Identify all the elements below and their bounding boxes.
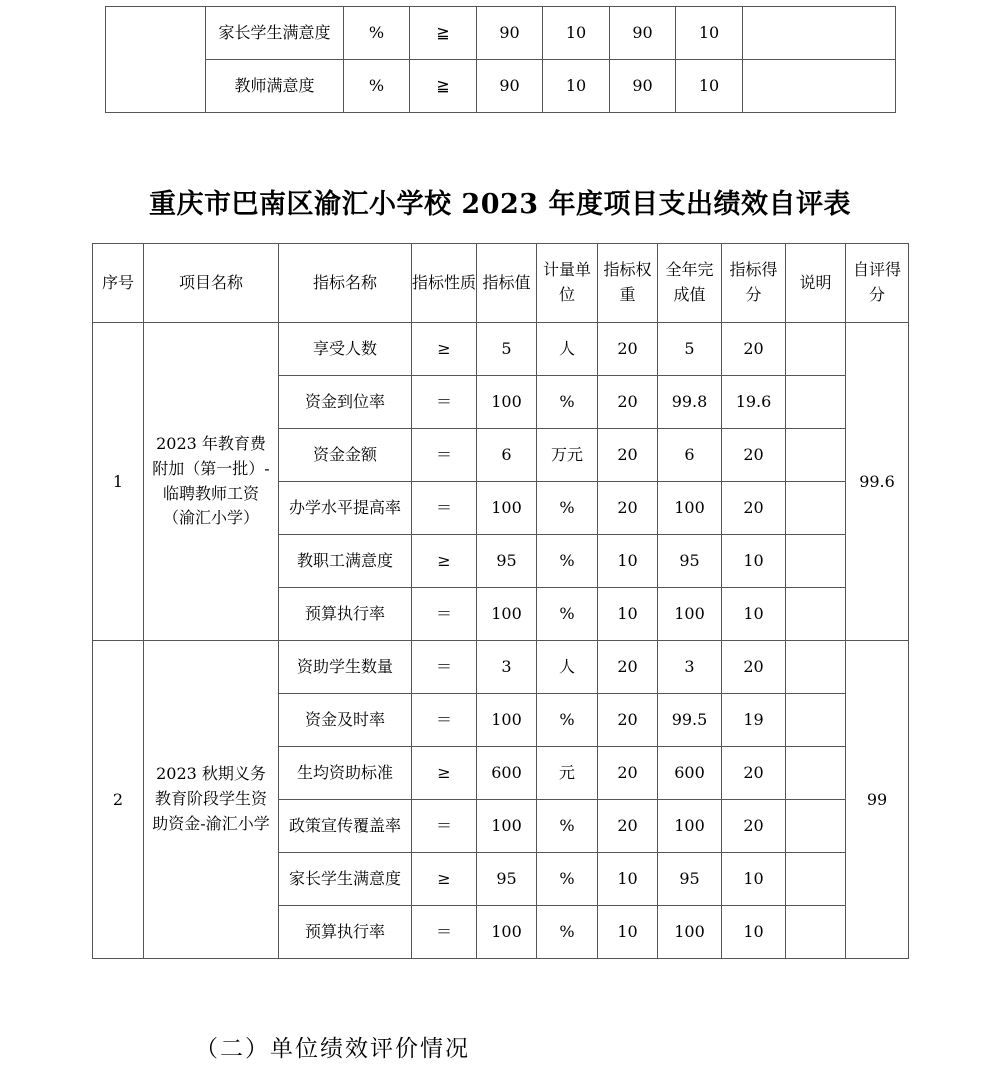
- score-cell: 10: [722, 588, 786, 641]
- score-cell: 20: [722, 747, 786, 800]
- actual-cell: 100: [658, 588, 722, 641]
- note-cell: [786, 429, 846, 482]
- weight-cell: 20: [598, 376, 658, 429]
- weight-cell: 10: [543, 7, 610, 60]
- nature-cell: ≥: [412, 747, 477, 800]
- actual-cell: 100: [658, 906, 722, 959]
- target-cell: 95: [477, 535, 537, 588]
- table-row: [106, 60, 896, 113]
- header-target: 指标值: [477, 244, 537, 323]
- actual-cell: 5: [658, 323, 722, 376]
- blank-cell: [106, 7, 206, 113]
- note-cell: [743, 60, 896, 113]
- target-cell: 100: [477, 482, 537, 535]
- indicator-name-cell: 生均资助标准: [279, 747, 412, 800]
- unit-cell: %: [537, 482, 598, 535]
- seq-cell: 1: [93, 323, 144, 641]
- weight-cell: 20: [598, 482, 658, 535]
- project-name-cell: 2023 秋期义务教育阶段学生资助资金-渝汇小学: [144, 641, 279, 959]
- score-cell: 10: [722, 906, 786, 959]
- indicator-name-cell: 预算执行率: [279, 906, 412, 959]
- weight-cell: 20: [598, 694, 658, 747]
- target-cell: 6: [477, 429, 537, 482]
- header-indicator: 指标名称: [279, 244, 412, 323]
- header-seq: 序号: [93, 244, 144, 323]
- score-cell: 20: [722, 482, 786, 535]
- actual-cell: 95: [658, 853, 722, 906]
- self-score-cell: 99.6: [846, 323, 909, 641]
- unit-cell: %: [537, 906, 598, 959]
- score-cell: 10: [722, 535, 786, 588]
- header-nature: 指标性质: [412, 244, 477, 323]
- score-cell: 19: [722, 694, 786, 747]
- unit-cell: %: [344, 7, 410, 60]
- indicator-name-cell: 资助学生数量: [279, 641, 412, 694]
- indicator-name-cell: 教职工满意度: [279, 535, 412, 588]
- target-cell: 600: [477, 747, 537, 800]
- target-cell: 100: [477, 588, 537, 641]
- actual-cell: 99.5: [658, 694, 722, 747]
- nature-cell: ＝: [412, 588, 477, 641]
- header-self-score: 自评得分: [846, 244, 909, 323]
- score-cell: 10: [676, 7, 743, 60]
- note-cell: [786, 800, 846, 853]
- indicator-name-cell: 家长学生满意度: [206, 7, 344, 60]
- unit-cell: 人: [537, 641, 598, 694]
- unit-cell: %: [537, 800, 598, 853]
- indicator-name-cell: 资金金额: [279, 429, 412, 482]
- nature-cell: ＝: [412, 906, 477, 959]
- nature-cell: ＝: [412, 641, 477, 694]
- note-cell: [786, 747, 846, 800]
- header-unit: 计量单位: [537, 244, 598, 323]
- indicator-name-cell: 预算执行率: [279, 588, 412, 641]
- nature-cell: ≥: [412, 535, 477, 588]
- unit-cell: 人: [537, 323, 598, 376]
- seq-cell: 2: [93, 641, 144, 959]
- header-note: 说明: [786, 244, 846, 323]
- table-row: [93, 323, 909, 376]
- note-cell: [786, 588, 846, 641]
- note-cell: [786, 535, 846, 588]
- weight-cell: 10: [598, 588, 658, 641]
- score-cell: 10: [722, 853, 786, 906]
- nature-cell: ＝: [412, 376, 477, 429]
- indicator-name-cell: 政策宣传覆盖率: [279, 800, 412, 853]
- score-cell: 20: [722, 800, 786, 853]
- table-row: [106, 7, 896, 60]
- indicator-name-cell: 办学水平提高率: [279, 482, 412, 535]
- note-cell: [786, 323, 846, 376]
- actual-cell: 95: [658, 535, 722, 588]
- header-project: 项目名称: [144, 244, 279, 323]
- actual-cell: 6: [658, 429, 722, 482]
- actual-cell: 90: [610, 60, 676, 113]
- target-cell: 100: [477, 694, 537, 747]
- nature-cell: ≧: [410, 60, 477, 113]
- header-weight: 指标权重: [598, 244, 658, 323]
- weight-cell: 20: [598, 641, 658, 694]
- score-cell: 19.6: [722, 376, 786, 429]
- note-cell: [786, 906, 846, 959]
- note-cell: [786, 641, 846, 694]
- weight-cell: 10: [598, 853, 658, 906]
- weight-cell: 20: [598, 323, 658, 376]
- unit-cell: %: [537, 535, 598, 588]
- weight-cell: 10: [598, 906, 658, 959]
- note-cell: [786, 853, 846, 906]
- indicator-name-cell: 享受人数: [279, 323, 412, 376]
- continued-table: [105, 6, 896, 113]
- unit-cell: 元: [537, 747, 598, 800]
- unit-cell: 万元: [537, 429, 598, 482]
- nature-cell: ＝: [412, 429, 477, 482]
- weight-cell: 20: [598, 800, 658, 853]
- indicator-name-cell: 资金及时率: [279, 694, 412, 747]
- target-cell: 100: [477, 906, 537, 959]
- table-row: [93, 641, 909, 694]
- nature-cell: ≥: [412, 323, 477, 376]
- target-cell: 95: [477, 853, 537, 906]
- nature-cell: ≧: [410, 7, 477, 60]
- weight-cell: 20: [598, 747, 658, 800]
- actual-cell: 99.8: [658, 376, 722, 429]
- note-cell: [786, 482, 846, 535]
- weight-cell: 10: [543, 60, 610, 113]
- target-cell: 90: [477, 60, 543, 113]
- project-name-cell: 2023 年教育费附加（第一批）-临聘教师工资（渝汇小学）: [144, 323, 279, 641]
- target-cell: 100: [477, 800, 537, 853]
- header-row: [93, 244, 909, 323]
- nature-cell: ＝: [412, 800, 477, 853]
- target-cell: 90: [477, 7, 543, 60]
- score-cell: 20: [722, 429, 786, 482]
- nature-cell: ＝: [412, 694, 477, 747]
- note-cell: [786, 694, 846, 747]
- note-cell: [743, 7, 896, 60]
- score-cell: 20: [722, 323, 786, 376]
- nature-cell: ＝: [412, 482, 477, 535]
- target-cell: 3: [477, 641, 537, 694]
- nature-cell: ≥: [412, 853, 477, 906]
- note-cell: [786, 376, 846, 429]
- header-score: 指标得分: [722, 244, 786, 323]
- indicator-name-cell: 资金到位率: [279, 376, 412, 429]
- unit-cell: %: [537, 588, 598, 641]
- actual-cell: 100: [658, 482, 722, 535]
- unit-cell: %: [537, 376, 598, 429]
- actual-cell: 3: [658, 641, 722, 694]
- actual-cell: 600: [658, 747, 722, 800]
- indicator-name-cell: 家长学生满意度: [279, 853, 412, 906]
- unit-cell: %: [344, 60, 410, 113]
- unit-cell: %: [537, 694, 598, 747]
- actual-cell: 100: [658, 800, 722, 853]
- target-cell: 100: [477, 376, 537, 429]
- indicator-name-cell: 教师满意度: [206, 60, 344, 113]
- target-cell: 5: [477, 323, 537, 376]
- score-cell: 10: [676, 60, 743, 113]
- weight-cell: 20: [598, 429, 658, 482]
- performance-table: [92, 243, 909, 959]
- section-heading: （二）单位绩效评价情况: [195, 1036, 470, 1062]
- self-score-cell: 99: [846, 641, 909, 959]
- weight-cell: 10: [598, 535, 658, 588]
- actual-cell: 90: [610, 7, 676, 60]
- page-title: 重庆市巴南区渝汇小学校 2023 年度项目支出绩效自评表: [149, 189, 851, 220]
- score-cell: 20: [722, 641, 786, 694]
- unit-cell: %: [537, 853, 598, 906]
- header-actual: 全年完成值: [658, 244, 722, 323]
